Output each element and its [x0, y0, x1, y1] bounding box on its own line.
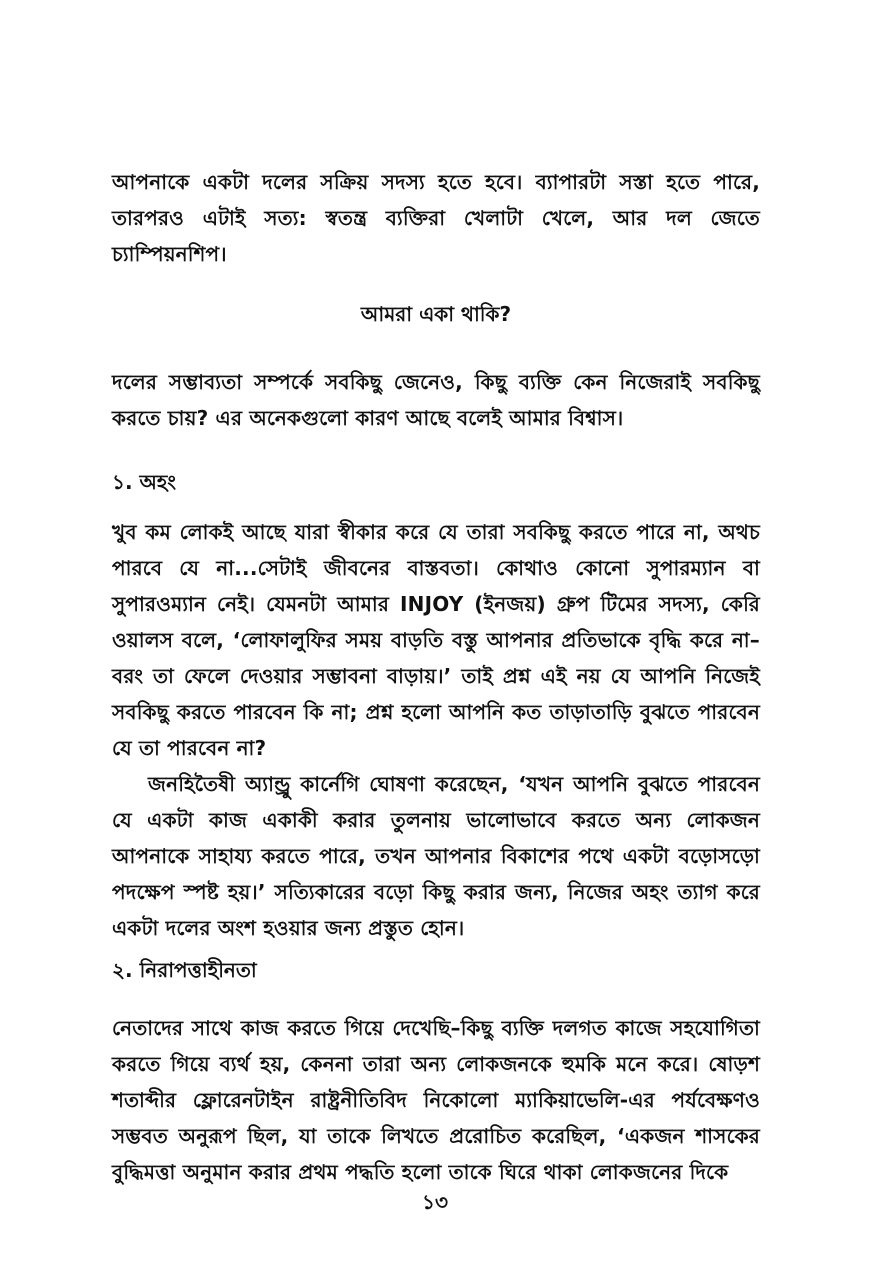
section1-label: ১. অহং — [112, 470, 176, 494]
question-block — [112, 364, 760, 436]
intro-paragraph: আপনাকে একটা দলের সক্রিয় সদস্য হতে হবে। ব্যাপারটা সস্তা হতে পারে, তারপরও এটাই সত্য: স্বতন্ত্র ব্যক্তিরা খেলাটা খেলে, আর দল জেতে চ্যাম্পিয়নশিপ। — [112, 170, 760, 266]
section-heading: আমরা একা থাকি? — [360, 302, 512, 326]
section1-paragraph-2: জনহিতৈষী অ্যান্ড্রু কার্নেগি ঘোষণা করেছেন, ‘যখন আপনি বুঝতে পারবেন যে একটা কাজ একাকী করার তুলনায় ভালোভাবে করতে অন্য লোকজন আপনাকে সাহায্য করতে পারে, তখন আপনার বিকাশের পথে একটা বড়োসড়ো পদক্ষেপ স্পষ্ট হয়।’ সত্যিকারের বড়ো কিছু করার জন্য, নিজের অহং ত্যাগ করে একটা দলের অংশ হওয়ার জন্য প্রস্তুত হোন। — [112, 772, 760, 940]
section2-label: ২. নিরাপত্তাহীনতা — [112, 958, 257, 982]
section2-block — [112, 1010, 760, 1190]
section1-paragraph-1: খুব কম লোকই আছে যারা স্বীকার করে যে তারা সবকিছু করতে পারে না, অথচ পারবে যে না...সেটাই জীবনের বাস্তবতা। কোথাও কোনো সুপারম্যান বা সুপারওম্যান নেই। যেমনটা আমার INJOY (ইনজয়) গ্রুপ টিমের সদস্য, কেরি ওয়ালস বলে, ‘লোফালুফির সময় বাড়তি বস্তু আপনার প্রতিভাকে বৃদ্ধি করে না–বরং তা ফেলে দেওয়ার সম্ভাবনা বাড়ায়।’ তাই প্রশ্ন এই নয় যে আপনি নিজেই সবকিছু করতে পারবেন কি না; প্রশ্ন হলো আপনি কত তাড়াতাড়ি বুঝতে পারবেন যে তা পারবেন না? — [112, 520, 760, 760]
question-paragraph: দলের সম্ভাব্যতা সম্পর্কে সবকিছু জেনেও, কিছু ব্যক্তি কেন নিজেরাই সবকিছু করতে চায়? এর অনেকগুলো কারণ আছে বলেই আমার বিশ্বাস। — [112, 370, 760, 430]
section1-block — [112, 514, 760, 946]
intro-block — [112, 164, 760, 272]
page-number: ১৩ — [422, 1190, 448, 1214]
section2-paragraph-1: নেতাদের সাথে কাজ করতে গিয়ে দেখেছি–কিছু ব্যক্তি দলগত কাজে সহযোগিতা করতে গিয়ে ব্যর্থ হয়, কেননা তারা অন্য লোকজনকে হুমকি মনে করে। ষোড়শ শতাব্দীর ফ্লোরেনটাইন রাষ্ট্রনীতিবিদ নিকোলো ম্যাকিয়াভেলি-এর পর্যবেক্ষণও সম্ভবত অনুরূপ ছিল, যা তাকে লিখতে প্ররোচিত করেছিল, ‘একজন শাসকের বুদ্ধিমত্তা অনুমান করার প্রথম পদ্ধতি হলো তাকে ঘিরে থাকা লোকজনের দিকে — [112, 1016, 760, 1184]
